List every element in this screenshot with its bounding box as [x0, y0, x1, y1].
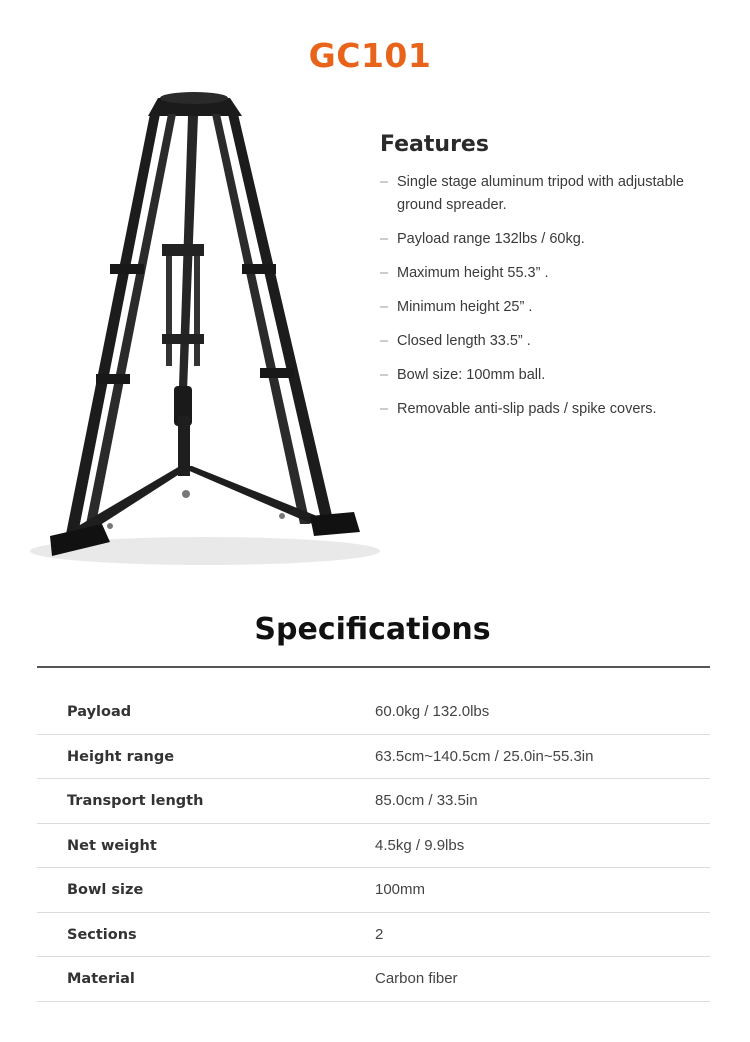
features-heading: Features [380, 132, 489, 157]
spec-value: 4.5kg / 9.9lbs [375, 836, 465, 854]
spec-row-sections [37, 913, 710, 958]
feature-item: – Closed length 33.5” . [380, 330, 730, 353]
feature-item: – Maximum height 55.3” . [380, 262, 730, 285]
spec-value: 85.0cm / 33.5in [375, 792, 478, 809]
spec-value: 60.0kg / 132.0lbs [375, 703, 490, 720]
spec-row-net-weight [37, 824, 710, 869]
spec-row-bowl-size [37, 868, 710, 913]
dash-bullet-icon: – [380, 333, 389, 349]
spec-value: 2 [375, 925, 384, 943]
spec-label: Bowl size [67, 882, 144, 898]
features-section [380, 132, 730, 432]
specifications-table [37, 690, 710, 1002]
dash-bullet-icon: – [380, 299, 389, 315]
feature-item: – Removable anti-slip pads / spike covers. [380, 398, 730, 421]
spec-label: Sections [67, 926, 137, 943]
product-title: GC101 [308, 36, 432, 75]
spec-label: Material [67, 971, 135, 987]
feature-item: – Payload range 132lbs / 60kg. [380, 228, 730, 251]
dash-bullet-icon: – [380, 401, 389, 417]
spec-label: Net weight [67, 837, 157, 854]
dash-bullet-icon: – [380, 174, 389, 190]
spec-label: Height range [67, 748, 175, 765]
feature-item: – Single stage aluminum tripod with adjustable ground spreader. [380, 171, 730, 217]
dash-bullet-icon: – [380, 231, 389, 247]
spec-value: Carbon fiber [375, 970, 458, 987]
spec-row-payload [37, 690, 710, 735]
spec-row-transport-length [37, 779, 710, 824]
spec-value: 100mm [375, 881, 426, 898]
tripod-product-image [20, 86, 390, 576]
spec-label: Transport length [67, 793, 204, 809]
spec-row-material [37, 957, 710, 1002]
dash-bullet-icon: – [380, 367, 389, 383]
feature-item: – Bowl size: 100mm ball. [380, 364, 730, 387]
spec-label: Payload [67, 704, 132, 720]
feature-item: – Minimum height 25” . [380, 296, 730, 319]
feature-list [380, 171, 730, 421]
specifications-heading: Specifications [254, 612, 491, 647]
spec-row-height-range [37, 735, 710, 780]
dash-bullet-icon: – [380, 265, 389, 281]
spec-value: 63.5cm~140.5cm / 25.0in~55.3in [375, 747, 594, 765]
specifications-divider [37, 666, 710, 668]
